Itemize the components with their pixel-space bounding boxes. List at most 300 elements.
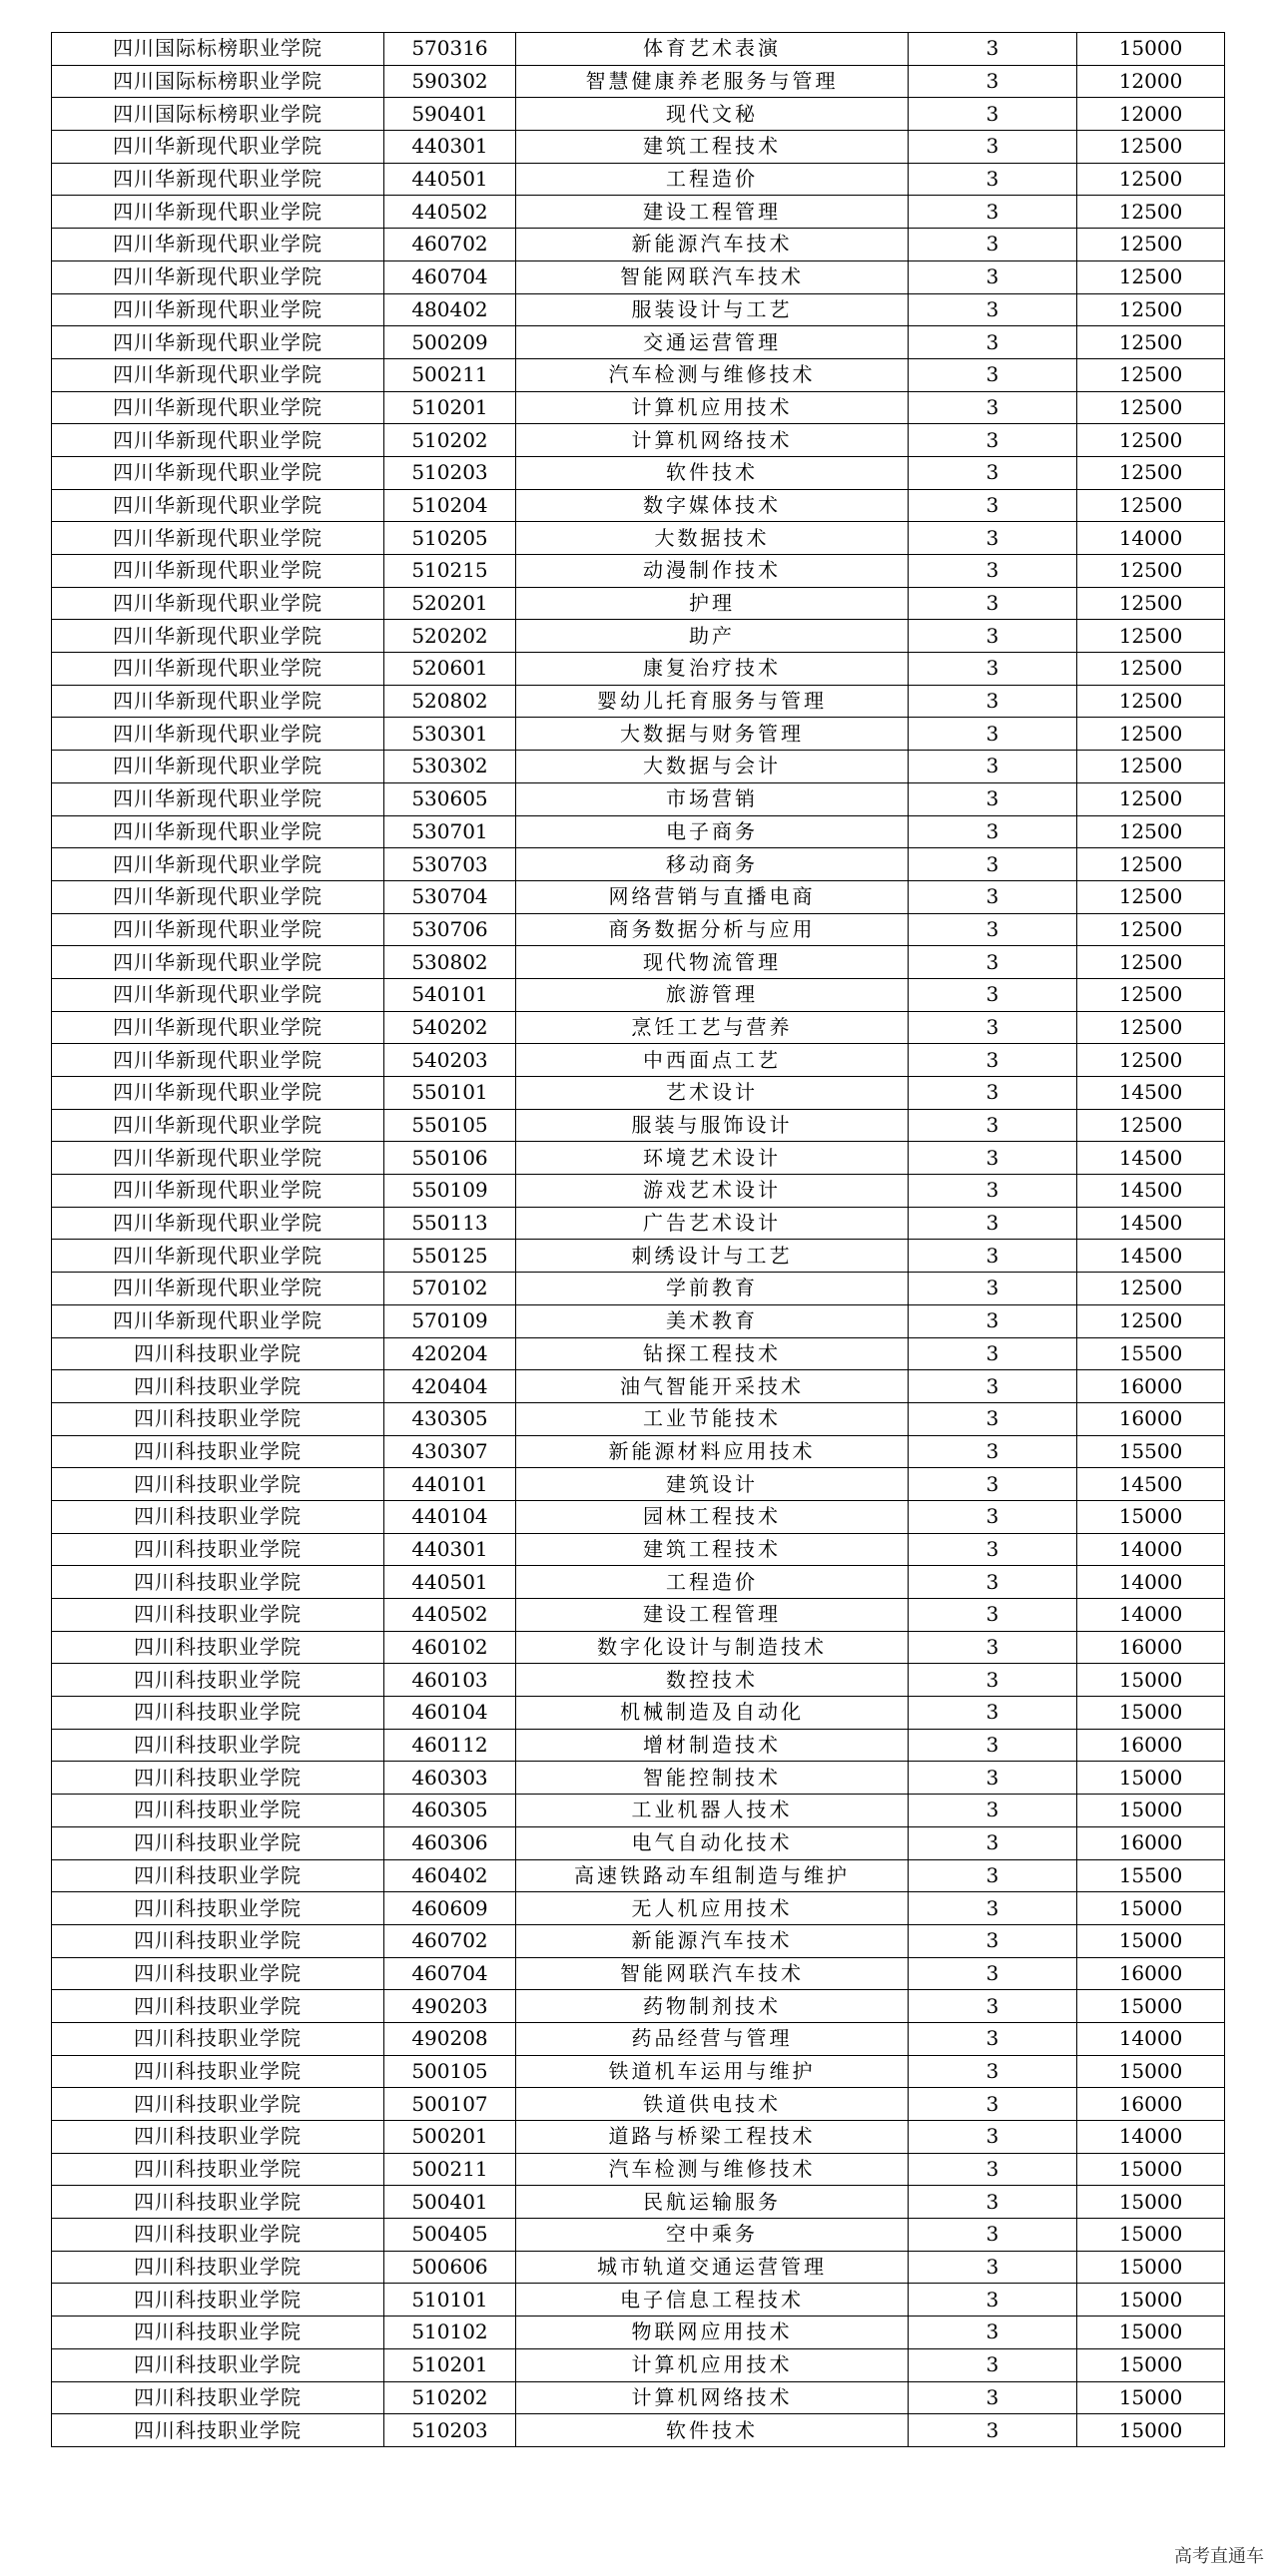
duration-cell: 3 bbox=[909, 587, 1077, 620]
tuition-cell: 14000 bbox=[1077, 522, 1225, 555]
tuition-cell: 12000 bbox=[1077, 98, 1225, 131]
school-cell: 四川科技职业学院 bbox=[52, 1729, 384, 1762]
duration-cell: 3 bbox=[909, 2317, 1077, 2349]
duration-cell: 3 bbox=[909, 978, 1077, 1011]
major-name-cell: 康复治疗技术 bbox=[516, 653, 909, 686]
major-name-cell: 计算机应用技术 bbox=[516, 2348, 909, 2381]
tuition-cell: 12500 bbox=[1077, 326, 1225, 359]
school-cell: 四川科技职业学院 bbox=[52, 1599, 384, 1632]
major-name-cell: 工业节能技术 bbox=[516, 1402, 909, 1435]
duration-cell: 3 bbox=[909, 2153, 1077, 2186]
major-name-cell: 药品经营与管理 bbox=[516, 2022, 909, 2055]
duration-cell: 3 bbox=[909, 1892, 1077, 1925]
major-name-cell: 电子信息工程技术 bbox=[516, 2284, 909, 2317]
table-row bbox=[52, 1273, 1225, 1305]
duration-cell: 3 bbox=[909, 1826, 1077, 1859]
duration-cell: 3 bbox=[909, 946, 1077, 979]
tuition-cell: 12000 bbox=[1077, 65, 1225, 98]
tuition-table bbox=[51, 32, 1225, 2447]
school-cell: 四川华新现代职业学院 bbox=[52, 489, 384, 522]
school-cell: 四川华新现代职业学院 bbox=[52, 685, 384, 718]
duration-cell: 3 bbox=[909, 65, 1077, 98]
major-name-cell: 园林工程技术 bbox=[516, 1500, 909, 1533]
school-cell: 四川国际标榜职业学院 bbox=[52, 65, 384, 98]
table-row bbox=[52, 620, 1225, 653]
table-row bbox=[52, 2381, 1225, 2414]
tuition-cell: 12500 bbox=[1077, 913, 1225, 946]
school-cell: 四川科技职业学院 bbox=[52, 2284, 384, 2317]
major-code-cell: 500401 bbox=[384, 2186, 516, 2219]
major-name-cell: 机械制造及自动化 bbox=[516, 1697, 909, 1730]
table-row bbox=[52, 1044, 1225, 1077]
major-name-cell: 计算机网络技术 bbox=[516, 424, 909, 457]
tuition-cell: 12500 bbox=[1077, 1011, 1225, 1044]
major-code-cell: 590302 bbox=[384, 65, 516, 98]
table-body bbox=[52, 33, 1225, 2447]
tuition-cell: 12500 bbox=[1077, 163, 1225, 196]
tuition-cell: 14500 bbox=[1077, 1468, 1225, 1501]
table-row bbox=[52, 2055, 1225, 2088]
school-cell: 四川华新现代职业学院 bbox=[52, 1109, 384, 1142]
tuition-cell: 15500 bbox=[1077, 1859, 1225, 1892]
school-cell: 四川科技职业学院 bbox=[52, 1795, 384, 1827]
duration-cell: 3 bbox=[909, 1500, 1077, 1533]
table-row bbox=[52, 2153, 1225, 2186]
major-code-cell: 460104 bbox=[384, 1697, 516, 1730]
major-name-cell: 艺术设计 bbox=[516, 1077, 909, 1110]
major-code-cell: 440502 bbox=[384, 196, 516, 229]
duration-cell: 3 bbox=[909, 2088, 1077, 2121]
tuition-cell: 16000 bbox=[1077, 1631, 1225, 1664]
school-cell: 四川国际标榜职业学院 bbox=[52, 98, 384, 131]
tuition-cell: 12500 bbox=[1077, 424, 1225, 457]
major-name-cell: 交通运营管理 bbox=[516, 326, 909, 359]
major-name-cell: 药物制剂技术 bbox=[516, 1990, 909, 2023]
tuition-cell: 15000 bbox=[1077, 2055, 1225, 2088]
table-row bbox=[52, 1729, 1225, 1762]
table-row bbox=[52, 131, 1225, 164]
tuition-cell: 12500 bbox=[1077, 293, 1225, 326]
table-row bbox=[52, 326, 1225, 359]
tuition-cell: 12500 bbox=[1077, 391, 1225, 424]
school-cell: 四川科技职业学院 bbox=[52, 1500, 384, 1533]
duration-cell: 3 bbox=[909, 229, 1077, 261]
tuition-cell: 12500 bbox=[1077, 946, 1225, 979]
school-cell: 四川华新现代职业学院 bbox=[52, 653, 384, 686]
table-row bbox=[52, 782, 1225, 815]
major-name-cell: 环境艺术设计 bbox=[516, 1142, 909, 1175]
tuition-cell: 15000 bbox=[1077, 1500, 1225, 1533]
duration-cell: 3 bbox=[909, 653, 1077, 686]
tuition-cell: 12500 bbox=[1077, 555, 1225, 588]
tuition-cell: 16000 bbox=[1077, 1729, 1225, 1762]
major-name-cell: 软件技术 bbox=[516, 2414, 909, 2447]
tuition-cell: 12500 bbox=[1077, 782, 1225, 815]
school-cell: 四川华新现代职业学院 bbox=[52, 880, 384, 913]
table-row bbox=[52, 1795, 1225, 1827]
major-code-cell: 460402 bbox=[384, 1859, 516, 1892]
table-row bbox=[52, 848, 1225, 881]
major-code-cell: 510204 bbox=[384, 489, 516, 522]
major-code-cell: 440104 bbox=[384, 1500, 516, 1533]
table-row bbox=[52, 1533, 1225, 1566]
school-cell: 四川科技职业学院 bbox=[52, 1957, 384, 1990]
table-row bbox=[52, 1957, 1225, 1990]
school-cell: 四川科技职业学院 bbox=[52, 1402, 384, 1435]
duration-cell: 3 bbox=[909, 2219, 1077, 2252]
tuition-cell: 14500 bbox=[1077, 1240, 1225, 1273]
school-cell: 四川科技职业学院 bbox=[52, 1664, 384, 1697]
major-name-cell: 游戏艺术设计 bbox=[516, 1175, 909, 1208]
tuition-cell: 15500 bbox=[1077, 1337, 1225, 1370]
table-row bbox=[52, 946, 1225, 979]
tuition-cell: 12500 bbox=[1077, 358, 1225, 391]
major-name-cell: 现代文秘 bbox=[516, 98, 909, 131]
major-name-cell: 建筑工程技术 bbox=[516, 1533, 909, 1566]
school-cell: 四川华新现代职业学院 bbox=[52, 1011, 384, 1044]
major-code-cell: 510202 bbox=[384, 2381, 516, 2414]
tuition-cell: 15000 bbox=[1077, 2348, 1225, 2381]
major-code-cell: 510203 bbox=[384, 2414, 516, 2447]
tuition-cell: 12500 bbox=[1077, 978, 1225, 1011]
major-name-cell: 空中乘务 bbox=[516, 2219, 909, 2252]
table-row bbox=[52, 1924, 1225, 1957]
table-row bbox=[52, 1337, 1225, 1370]
major-code-cell: 530704 bbox=[384, 880, 516, 913]
duration-cell: 3 bbox=[909, 1142, 1077, 1175]
table-row bbox=[52, 196, 1225, 229]
table-row bbox=[52, 2317, 1225, 2349]
major-name-cell: 中西面点工艺 bbox=[516, 1044, 909, 1077]
tuition-cell: 15500 bbox=[1077, 1435, 1225, 1468]
school-cell: 四川科技职业学院 bbox=[52, 2251, 384, 2284]
duration-cell: 3 bbox=[909, 1599, 1077, 1632]
table-row bbox=[52, 1370, 1225, 1403]
table-row bbox=[52, 65, 1225, 98]
tuition-cell: 15000 bbox=[1077, 2414, 1225, 2447]
school-cell: 四川华新现代职业学院 bbox=[52, 358, 384, 391]
major-name-cell: 网络营销与直播电商 bbox=[516, 880, 909, 913]
school-cell: 四川国际标榜职业学院 bbox=[52, 33, 384, 66]
table-row bbox=[52, 1207, 1225, 1240]
major-name-cell: 建筑设计 bbox=[516, 1468, 909, 1501]
major-name-cell: 工程造价 bbox=[516, 1566, 909, 1599]
tuition-cell: 12500 bbox=[1077, 489, 1225, 522]
tuition-cell: 15000 bbox=[1077, 2219, 1225, 2252]
school-cell: 四川科技职业学院 bbox=[52, 2153, 384, 2186]
table-row bbox=[52, 2219, 1225, 2252]
school-cell: 四川华新现代职业学院 bbox=[52, 1304, 384, 1337]
major-name-cell: 铁道机车运用与维护 bbox=[516, 2055, 909, 2088]
table-row bbox=[52, 33, 1225, 66]
table-row bbox=[52, 2186, 1225, 2219]
table-row bbox=[52, 260, 1225, 293]
tuition-cell: 12500 bbox=[1077, 848, 1225, 881]
major-code-cell: 520601 bbox=[384, 653, 516, 686]
school-cell: 四川科技职业学院 bbox=[52, 1533, 384, 1566]
major-name-cell: 城市轨道交通运营管理 bbox=[516, 2251, 909, 2284]
major-name-cell: 护理 bbox=[516, 587, 909, 620]
duration-cell: 3 bbox=[909, 1924, 1077, 1957]
table-row bbox=[52, 2121, 1225, 2154]
duration-cell: 3 bbox=[909, 98, 1077, 131]
school-cell: 四川华新现代职业学院 bbox=[52, 1077, 384, 1110]
table-row bbox=[52, 229, 1225, 261]
major-code-cell: 540101 bbox=[384, 978, 516, 1011]
table-row bbox=[52, 1599, 1225, 1632]
school-cell: 四川科技职业学院 bbox=[52, 2219, 384, 2252]
table-row bbox=[52, 978, 1225, 1011]
duration-cell: 3 bbox=[909, 1957, 1077, 1990]
major-code-cell: 550105 bbox=[384, 1109, 516, 1142]
major-name-cell: 数控技术 bbox=[516, 1664, 909, 1697]
major-name-cell: 钻探工程技术 bbox=[516, 1337, 909, 1370]
duration-cell: 3 bbox=[909, 685, 1077, 718]
table-row bbox=[52, 1240, 1225, 1273]
major-name-cell: 移动商务 bbox=[516, 848, 909, 881]
major-name-cell: 服装与服饰设计 bbox=[516, 1109, 909, 1142]
major-code-cell: 430307 bbox=[384, 1435, 516, 1468]
school-cell: 四川华新现代职业学院 bbox=[52, 456, 384, 489]
tuition-cell: 12500 bbox=[1077, 587, 1225, 620]
duration-cell: 3 bbox=[909, 1990, 1077, 2023]
tuition-cell: 15000 bbox=[1077, 2153, 1225, 2186]
major-name-cell: 刺绣设计与工艺 bbox=[516, 1240, 909, 1273]
duration-cell: 3 bbox=[909, 1631, 1077, 1664]
school-cell: 四川华新现代职业学院 bbox=[52, 718, 384, 751]
major-code-cell: 500105 bbox=[384, 2055, 516, 2088]
tuition-cell: 16000 bbox=[1077, 2088, 1225, 2121]
major-code-cell: 460102 bbox=[384, 1631, 516, 1664]
major-name-cell: 智能控制技术 bbox=[516, 1762, 909, 1795]
major-code-cell: 440101 bbox=[384, 1468, 516, 1501]
table-row bbox=[52, 2251, 1225, 2284]
major-name-cell: 新能源汽车技术 bbox=[516, 1924, 909, 1957]
table-row bbox=[52, 653, 1225, 686]
table-row bbox=[52, 880, 1225, 913]
school-cell: 四川科技职业学院 bbox=[52, 2055, 384, 2088]
major-code-cell: 500405 bbox=[384, 2219, 516, 2252]
tuition-cell: 12500 bbox=[1077, 196, 1225, 229]
school-cell: 四川华新现代职业学院 bbox=[52, 293, 384, 326]
table-row bbox=[52, 751, 1225, 783]
major-code-cell: 530605 bbox=[384, 782, 516, 815]
table-row bbox=[52, 1990, 1225, 2023]
school-cell: 四川华新现代职业学院 bbox=[52, 163, 384, 196]
major-code-cell: 510201 bbox=[384, 391, 516, 424]
table-row bbox=[52, 1304, 1225, 1337]
duration-cell: 3 bbox=[909, 1729, 1077, 1762]
school-cell: 四川华新现代职业学院 bbox=[52, 260, 384, 293]
school-cell: 四川华新现代职业学院 bbox=[52, 751, 384, 783]
table-row bbox=[52, 685, 1225, 718]
major-code-cell: 510215 bbox=[384, 555, 516, 588]
tuition-cell: 15000 bbox=[1077, 1990, 1225, 2023]
major-name-cell: 大数据技术 bbox=[516, 522, 909, 555]
duration-cell: 3 bbox=[909, 1533, 1077, 1566]
major-code-cell: 550101 bbox=[384, 1077, 516, 1110]
major-code-cell: 570109 bbox=[384, 1304, 516, 1337]
major-code-cell: 440301 bbox=[384, 1533, 516, 1566]
duration-cell: 3 bbox=[909, 1240, 1077, 1273]
tuition-cell: 14500 bbox=[1077, 1142, 1225, 1175]
table-row bbox=[52, 555, 1225, 588]
duration-cell: 3 bbox=[909, 1207, 1077, 1240]
school-cell: 四川华新现代职业学院 bbox=[52, 1240, 384, 1273]
major-code-cell: 460103 bbox=[384, 1664, 516, 1697]
major-name-cell: 高速铁路动车组制造与维护 bbox=[516, 1859, 909, 1892]
major-name-cell: 铁道供电技术 bbox=[516, 2088, 909, 2121]
major-name-cell: 智能网联汽车技术 bbox=[516, 1957, 909, 1990]
major-name-cell: 商务数据分析与应用 bbox=[516, 913, 909, 946]
major-name-cell: 智慧健康养老服务与管理 bbox=[516, 65, 909, 98]
school-cell: 四川科技职业学院 bbox=[52, 2088, 384, 2121]
major-code-cell: 530701 bbox=[384, 815, 516, 848]
school-cell: 四川华新现代职业学院 bbox=[52, 196, 384, 229]
duration-cell: 3 bbox=[909, 1109, 1077, 1142]
major-code-cell: 440301 bbox=[384, 131, 516, 164]
tuition-cell: 16000 bbox=[1077, 1957, 1225, 1990]
school-cell: 四川科技职业学院 bbox=[52, 1468, 384, 1501]
school-cell: 四川华新现代职业学院 bbox=[52, 1044, 384, 1077]
school-cell: 四川科技职业学院 bbox=[52, 1924, 384, 1957]
duration-cell: 3 bbox=[909, 1273, 1077, 1305]
table-row bbox=[52, 1011, 1225, 1044]
tuition-cell: 16000 bbox=[1077, 1402, 1225, 1435]
duration-cell: 3 bbox=[909, 1468, 1077, 1501]
school-cell: 四川华新现代职业学院 bbox=[52, 848, 384, 881]
major-name-cell: 工程造价 bbox=[516, 163, 909, 196]
duration-cell: 3 bbox=[909, 424, 1077, 457]
major-code-cell: 550113 bbox=[384, 1207, 516, 1240]
table-row bbox=[52, 1468, 1225, 1501]
duration-cell: 3 bbox=[909, 1337, 1077, 1370]
major-code-cell: 420404 bbox=[384, 1370, 516, 1403]
tuition-cell: 12500 bbox=[1077, 620, 1225, 653]
duration-cell: 3 bbox=[909, 2381, 1077, 2414]
tuition-cell: 14000 bbox=[1077, 1566, 1225, 1599]
major-code-cell: 520202 bbox=[384, 620, 516, 653]
duration-cell: 3 bbox=[909, 1044, 1077, 1077]
table-row bbox=[52, 1826, 1225, 1859]
table-row bbox=[52, 1077, 1225, 1110]
duration-cell: 3 bbox=[909, 391, 1077, 424]
school-cell: 四川华新现代职业学院 bbox=[52, 587, 384, 620]
tuition-cell: 12500 bbox=[1077, 653, 1225, 686]
school-cell: 四川华新现代职业学院 bbox=[52, 326, 384, 359]
major-name-cell: 物联网应用技术 bbox=[516, 2317, 909, 2349]
tuition-cell: 12500 bbox=[1077, 685, 1225, 718]
major-name-cell: 电气自动化技术 bbox=[516, 1826, 909, 1859]
major-code-cell: 510201 bbox=[384, 2348, 516, 2381]
major-code-cell: 440502 bbox=[384, 1599, 516, 1632]
major-name-cell: 增材制造技术 bbox=[516, 1729, 909, 1762]
duration-cell: 3 bbox=[909, 1859, 1077, 1892]
tuition-cell: 12500 bbox=[1077, 751, 1225, 783]
duration-cell: 3 bbox=[909, 1435, 1077, 1468]
major-name-cell: 广告艺术设计 bbox=[516, 1207, 909, 1240]
major-code-cell: 420204 bbox=[384, 1337, 516, 1370]
major-code-cell: 550125 bbox=[384, 1240, 516, 1273]
duration-cell: 3 bbox=[909, 489, 1077, 522]
table-row bbox=[52, 1859, 1225, 1892]
tuition-cell: 14000 bbox=[1077, 2022, 1225, 2055]
major-code-cell: 460704 bbox=[384, 1957, 516, 1990]
major-code-cell: 460303 bbox=[384, 1762, 516, 1795]
major-code-cell: 540202 bbox=[384, 1011, 516, 1044]
table-row bbox=[52, 2348, 1225, 2381]
duration-cell: 3 bbox=[909, 1370, 1077, 1403]
school-cell: 四川华新现代职业学院 bbox=[52, 978, 384, 1011]
major-name-cell: 汽车检测与维修技术 bbox=[516, 2153, 909, 2186]
table-row bbox=[52, 1631, 1225, 1664]
school-cell: 四川科技职业学院 bbox=[52, 1859, 384, 1892]
school-cell: 四川华新现代职业学院 bbox=[52, 1142, 384, 1175]
tuition-cell: 16000 bbox=[1077, 1370, 1225, 1403]
school-cell: 四川科技职业学院 bbox=[52, 2348, 384, 2381]
table-row bbox=[52, 1697, 1225, 1730]
school-cell: 四川科技职业学院 bbox=[52, 2121, 384, 2154]
table-row bbox=[52, 718, 1225, 751]
school-cell: 四川华新现代职业学院 bbox=[52, 522, 384, 555]
major-code-cell: 510101 bbox=[384, 2284, 516, 2317]
major-code-cell: 590401 bbox=[384, 98, 516, 131]
duration-cell: 3 bbox=[909, 1795, 1077, 1827]
table-row bbox=[52, 424, 1225, 457]
major-code-cell: 500107 bbox=[384, 2088, 516, 2121]
school-cell: 四川华新现代职业学院 bbox=[52, 946, 384, 979]
major-name-cell: 学前教育 bbox=[516, 1273, 909, 1305]
major-name-cell: 婴幼儿托育服务与管理 bbox=[516, 685, 909, 718]
tuition-cell: 12500 bbox=[1077, 718, 1225, 751]
major-name-cell: 数字化设计与制造技术 bbox=[516, 1631, 909, 1664]
duration-cell: 3 bbox=[909, 1304, 1077, 1337]
table-row bbox=[52, 456, 1225, 489]
table-row bbox=[52, 1566, 1225, 1599]
table-row bbox=[52, 1109, 1225, 1142]
duration-cell: 3 bbox=[909, 131, 1077, 164]
major-name-cell: 电子商务 bbox=[516, 815, 909, 848]
school-cell: 四川科技职业学院 bbox=[52, 1826, 384, 1859]
table-row bbox=[52, 815, 1225, 848]
major-name-cell: 旅游管理 bbox=[516, 978, 909, 1011]
major-code-cell: 440501 bbox=[384, 1566, 516, 1599]
major-code-cell: 480402 bbox=[384, 293, 516, 326]
tuition-cell: 12500 bbox=[1077, 456, 1225, 489]
table-row bbox=[52, 1762, 1225, 1795]
major-code-cell: 460609 bbox=[384, 1892, 516, 1925]
major-name-cell: 智能网联汽车技术 bbox=[516, 260, 909, 293]
tuition-cell: 14500 bbox=[1077, 1175, 1225, 1208]
major-name-cell: 市场营销 bbox=[516, 782, 909, 815]
school-cell: 四川科技职业学院 bbox=[52, 2022, 384, 2055]
school-cell: 四川科技职业学院 bbox=[52, 1566, 384, 1599]
duration-cell: 3 bbox=[909, 2121, 1077, 2154]
major-code-cell: 510202 bbox=[384, 424, 516, 457]
major-name-cell: 油气智能开采技术 bbox=[516, 1370, 909, 1403]
table-row bbox=[52, 2414, 1225, 2447]
duration-cell: 3 bbox=[909, 326, 1077, 359]
duration-cell: 3 bbox=[909, 2055, 1077, 2088]
school-cell: 四川华新现代职业学院 bbox=[52, 913, 384, 946]
table-row bbox=[52, 2022, 1225, 2055]
tuition-cell: 12500 bbox=[1077, 260, 1225, 293]
major-code-cell: 460306 bbox=[384, 1826, 516, 1859]
major-name-cell: 大数据与会计 bbox=[516, 751, 909, 783]
table-row bbox=[52, 489, 1225, 522]
tuition-cell: 14000 bbox=[1077, 2121, 1225, 2154]
school-cell: 四川科技职业学院 bbox=[52, 1697, 384, 1730]
